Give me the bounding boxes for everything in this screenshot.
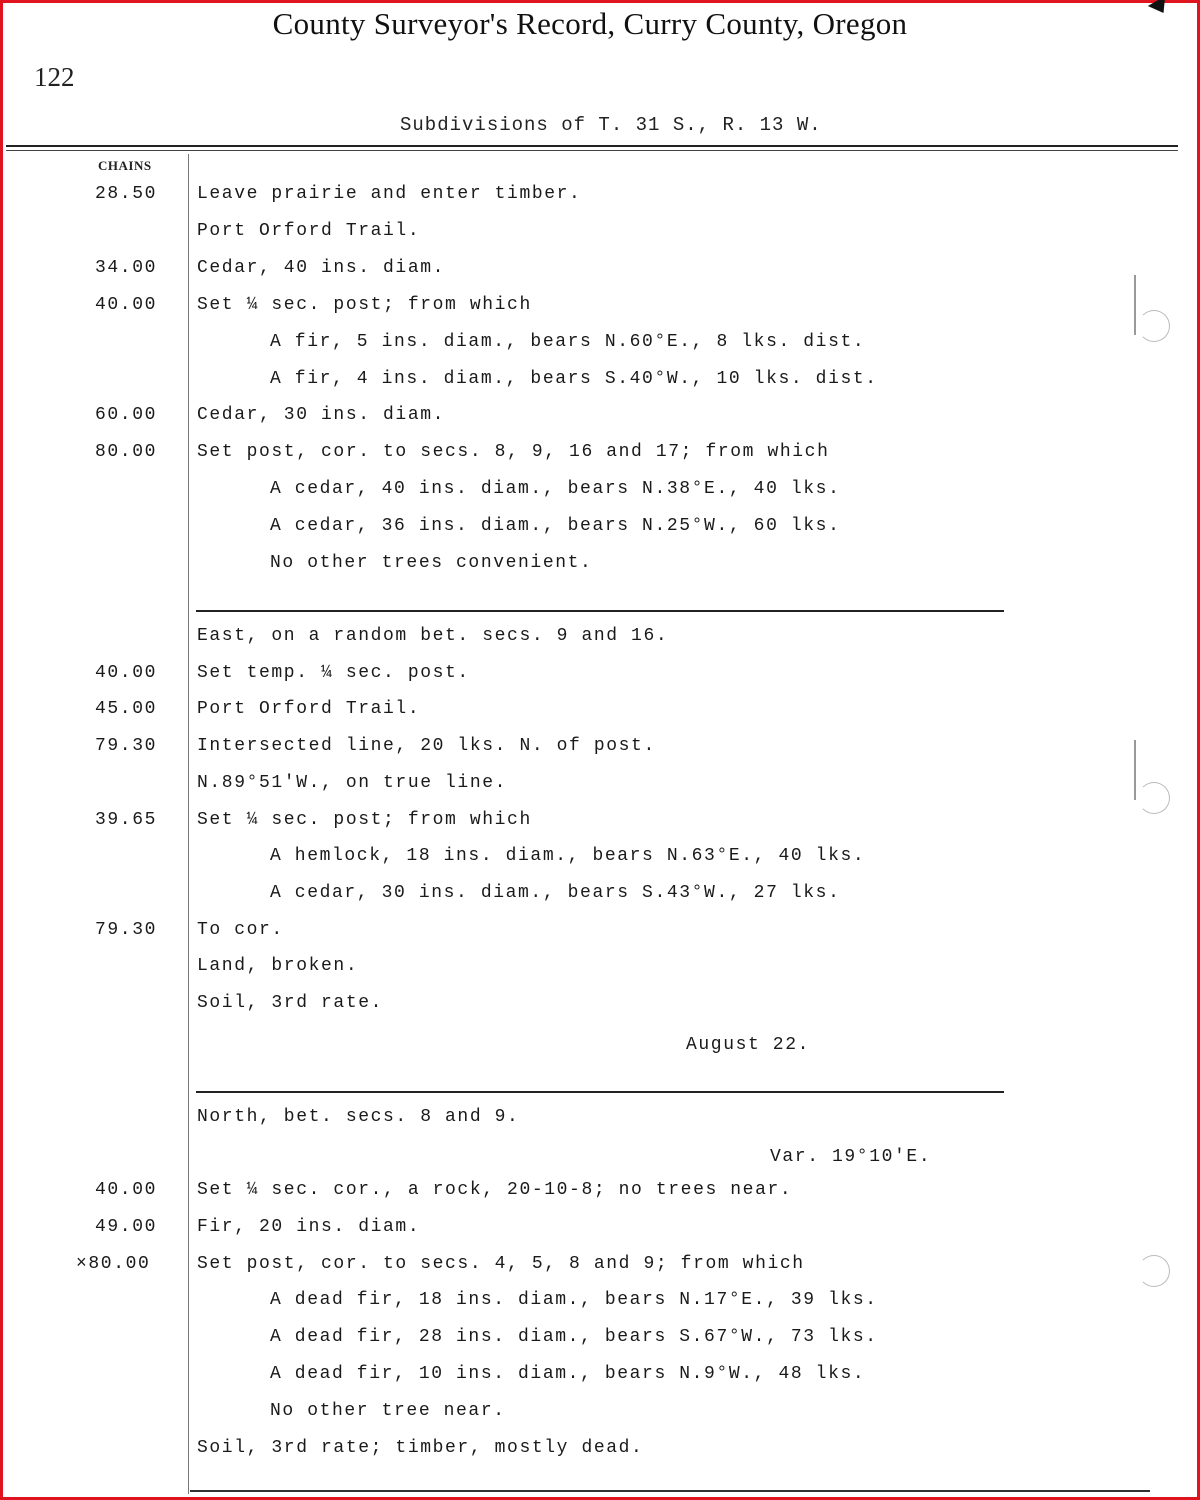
record-entry: A cedar, 30 ins. diam., bears S.43°W., 27 lks. [270,882,841,903]
page-subtitle: Subdivisions of T. 31 S., R. 13 W. [400,114,822,136]
record-entry: A cedar, 40 ins. diam., bears N.38°E., 40 lks. [270,479,841,500]
section-separator [196,1091,1004,1093]
record-entry: Port Orford Trail. [197,220,421,241]
binder-mark [1134,740,1136,800]
record-entry: Cedar, 40 ins. diam. [197,257,446,278]
record-entry: No other tree near. [270,1400,506,1421]
record-entry: A fir, 4 ins. diam., bears S.40°W., 10 lks. dist. [270,368,878,389]
record-entry: Fir, 20 ins. diam. [197,1216,421,1237]
header-rule-secondary [6,150,1178,151]
record-entry: Soil, 3rd rate. [197,993,384,1013]
binder-hole [1138,310,1170,342]
record-entry: A dead fir, 28 ins. diam., bears S.67°W., 73 lks. [270,1327,878,1348]
record-entry: N.89°51'W., on true line. [197,772,508,793]
record-entry: Soil, 3rd rate; timber, mostly dead. [197,1437,644,1458]
chain-value: 45.00 [95,699,158,720]
variation-note: Var. 19°10'E. [770,1147,932,1167]
chain-value: 39.65 [95,809,158,830]
record-entry: Set post, cor. to secs. 8, 9, 16 and 17; from which [197,442,830,463]
chain-value: 79.30 [95,919,158,940]
binder-hole [1138,782,1170,814]
record-entry: To cor. [197,919,284,940]
section-separator [196,610,1004,612]
record-entry: Set post, cor. to secs. 4, 5, 8 and 9; from which [197,1253,805,1274]
header-rule [6,145,1178,147]
record-entry: Set ¼ sec. post; from which [197,294,532,315]
chain-value: 60.00 [95,405,158,426]
chain-value: 40.00 [95,662,158,683]
record-entry: Cedar, 30 ins. diam. [197,405,446,426]
binder-hole [1138,1255,1170,1287]
record-entry: Set ¼ sec. post; from which [197,809,532,830]
chain-value: 34.00 [95,257,158,278]
chain-value: 40.00 [95,294,158,315]
section-3-heading: North, bet. secs. 8 and 9. [197,1107,520,1127]
footer-rule [190,1490,1150,1492]
chain-value: ×80.00 [76,1253,151,1274]
record-entry: Port Orford Trail. [197,699,421,720]
record-entry: Leave prairie and enter timber. [197,184,582,204]
chains-column-label: CHAINS [98,158,152,173]
record-entry: No other trees convenient. [270,553,593,573]
record-entry: A fir, 5 ins. diam., bears N.60°E., 8 lks. dist. [270,331,866,352]
record-entry: Land, broken. [197,956,359,977]
binder-mark [1134,275,1136,335]
record-entry: A dead fir, 10 ins. diam., bears N.9°W., 48 lks. [270,1364,866,1384]
record-entry: East, on a random bet. secs. 9 and 16. [197,626,669,646]
record-entry: Intersected line, 20 lks. N. of post. [197,736,656,757]
record-entry: A cedar, 36 ins. diam., bears N.25°W., 60 lks. [270,516,841,537]
chain-value: 49.00 [95,1216,158,1237]
page-number: 122 [34,62,75,92]
column-divider [188,154,189,1494]
record-entry: A hemlock, 18 ins. diam., bears N.63°E., 40 lks. [270,846,866,867]
record-entry: Set ¼ sec. cor., a rock, 20-10-8; no trees near. [197,1180,793,1200]
record-entry: A dead fir, 18 ins. diam., bears N.17°E., 39 lks. [270,1290,878,1311]
entry-date: August 22. [686,1035,811,1055]
chain-value: 79.30 [95,736,158,757]
chain-value: 40.00 [95,1180,158,1200]
chain-value: 80.00 [95,442,158,463]
page-title: County Surveyor's Record, Curry County, Oregon [272,6,908,41]
record-entry: Set temp. ¼ sec. post. [197,662,470,683]
chain-value: 28.50 [95,184,158,204]
